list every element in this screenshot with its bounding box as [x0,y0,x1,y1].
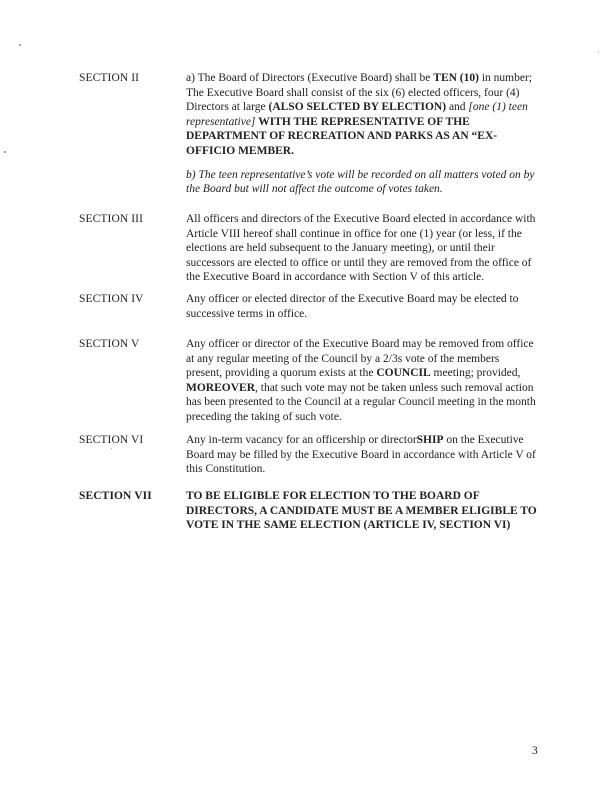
scan-speck [19,44,21,46]
scan-speck [4,151,6,153]
section-2-body [186,71,538,197]
emphasis-run: TEN (10) [433,72,479,84]
emphasis-run: COUNCIL [376,367,431,380]
emphasis-run: SHIP [416,434,444,446]
section-4-paragraph: Any officer or elected director of the Executive Board may be elected to successive terms in office. [186,293,519,320]
text-run: on the Executive Board may be filled by the Executive Board in accordance with Article V of this Constitution. [186,434,536,476]
section-5-paragraph [186,337,538,425]
section-3-paragraph: All officers and directors of the Executive Board elected in accordance with Article VIII hereof shall continue in office for one (1) year (or less, if the elections are held subsequent to the January meeting), or until their successors are elected to office or until they are removed from the office of the Executive Board in accordance with Section V of this article. [186,213,536,284]
section-5-label: SECTION V [79,338,140,350]
section-7-paragraph: TO BE ELIGIBLE FOR ELECTION TO THE BOARD OF DIRECTORS, A CANDIDATE MUST BE A MEMBER ELIGIBLE TO VOTE IN THE SAME ELECTION (ARTICLE IV, SECTION VI) [186,490,537,532]
emphasis-run: WITH THE REPRESENTATIVE OF THE DEPARTMENT OF RECREATION AND PARKS AS AN “EX-OFFICIO MEMBER. [186,115,498,157]
section-2-label: SECTION II [79,72,140,84]
text-run: Any in-term vacancy for an officership or director [186,434,417,446]
section-7-body [186,489,538,533]
section-6-body [186,433,538,477]
text-run: a) The Board of Directors (Executive Board) shall be [186,72,434,84]
section-5-body [186,337,538,425]
section-3-body [186,212,538,285]
scan-speck [111,448,112,449]
section-7-label: SECTION VII [79,490,152,502]
section-2-paragraph-b: b) The teen representative’s vote will be recorded on all matters voted on by the Board but will not affect the outcome of votes taken. [186,168,535,196]
text-run: meeting; provided, [430,367,521,380]
emphasis-run: MOREOVER [186,381,255,394]
text-run: in number; The Executive Board shall consist of the six (6) elected officers, four (4) Directors at large [186,72,532,114]
text-run: and [446,101,469,114]
section-6-paragraph [186,433,538,477]
page-number: 3 [532,745,538,757]
section-3-label: SECTION III [79,213,144,225]
text-run: , that such vote may not be taken unless such removal action has been presented to the Council at a regular Council meeting in the month preceding the taking of such vote. [186,381,536,423]
section-4-body [186,292,538,321]
italic-run: [one (1) teen representative] [186,101,528,128]
section-2-paragraph-a [186,71,538,159]
emphasis-run: (ALSO SELCTED BY ELECTION) [268,101,447,114]
section-4-label: SECTION IV [79,293,144,305]
text-run: Any officer or director of the Executive Board may be removed from office at any regular meeting of the Council by a 2/3s vote of the members present, providing a quorum exists at the [186,338,534,380]
scan-speck [598,52,599,53]
section-6-label: SECTION VI [79,434,144,446]
